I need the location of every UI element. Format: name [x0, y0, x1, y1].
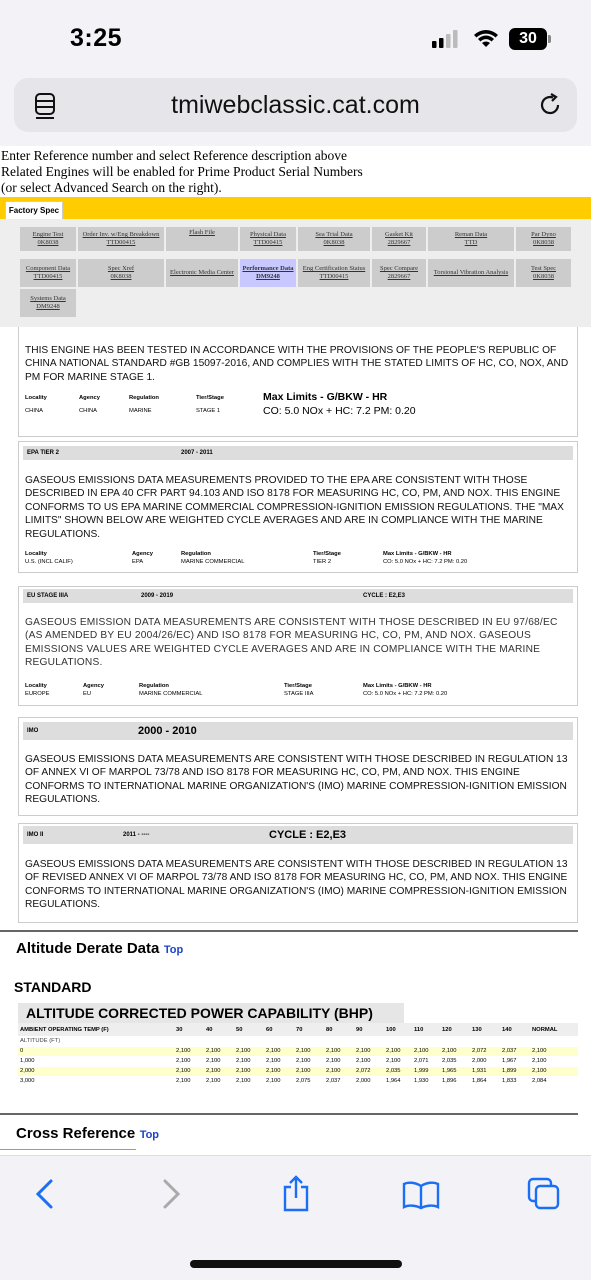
tab-factory-spec[interactable]: Factory Spec: [5, 201, 63, 220]
menu-spec-xref[interactable]: Spec Xref 0K8038: [78, 259, 164, 287]
forward-icon[interactable]: [160, 1178, 184, 1215]
imo-panel: IMO 2000 - 2010 GASEOUS EMISSIONS DATA MEASUREMENTS ARE CONSISTENT WITH THOSE DESCRIBED IN REGULATION 13 OF ANNEX VI OF MARPOL 73/78 AND ISO 8178 FOR MEASURING HC, CO, PM, AND NOX. THIS ENGINE CONFORMS TO INTERNATIONAL MARINE ORGANIZATION'S (IMO) MARINE COMPRESSION-IGNITION EMISSION REGULATIONS.: [18, 717, 578, 816]
temp-header: 140: [502, 1027, 512, 1033]
power-cell: 2,100: [206, 1068, 221, 1074]
battery-icon: [509, 28, 551, 50]
power-cell: 2,072: [356, 1068, 371, 1074]
power-cell: 2,100: [236, 1078, 251, 1084]
power-cell: 2,100: [176, 1078, 191, 1084]
content-area: [0, 327, 591, 1227]
china-max-value: CO: 5.0 NOx + HC: 7.2 PM: 0.20: [263, 405, 416, 417]
altitude-cell: 0: [20, 1048, 24, 1054]
temp-header: 110: [414, 1027, 424, 1033]
china-max-label: Max Limits - G/BKW - HR: [263, 391, 388, 403]
share-icon[interactable]: [281, 1174, 311, 1219]
menu-gasket-kit[interactable]: Gasket Kit 2829667: [372, 227, 426, 251]
power-cell: 2,100: [386, 1048, 401, 1054]
menu-reman-data[interactable]: Reman Data TTD: [428, 227, 514, 251]
power-cell: 2,100: [266, 1068, 281, 1074]
menu-engine-test[interactable]: Engine Test 0K8038: [20, 227, 76, 251]
bookmarks-icon[interactable]: [402, 1180, 440, 1215]
power-cell: 1,964: [386, 1078, 401, 1084]
power-cell: 2,100: [356, 1048, 371, 1054]
power-cell: 1,931: [472, 1068, 487, 1074]
power-cell: 2,100: [326, 1048, 341, 1054]
cross-top-link[interactable]: Top: [139, 1129, 160, 1141]
power-cell: 2,100: [236, 1048, 251, 1054]
tabs-icon[interactable]: [527, 1177, 561, 1216]
menu-torsional-vibration[interactable]: Torsional Vibration Analysis: [428, 259, 514, 287]
menu-eng-certification-status[interactable]: Eng Certification Status TTD00415: [298, 259, 370, 287]
clock: 3:25: [70, 24, 123, 52]
power-cell: 1,896: [442, 1078, 457, 1084]
power-cell: 2,000: [356, 1078, 371, 1084]
power-cell: 2,100: [532, 1058, 547, 1064]
altitude-table: AMBIENT OPERATING TEMP (F) 30 40 50 60 70 80 90 100 110 120 130 140 NORMAL ALTITUDE (FT) 0 2,100 2,100 2,100 2,100 2,100 2,100 2,100 2,100 2,100 2,100 2,072 2,037 2,100 1,000 2,100 2,100 2,100 2,100 2,100 2,100 2,100 2,100 2,071 2,035 2,000 1,967 2,100 2,000 2,100 2,100 2,100 2,100 2,100 2,100 2,072 2,035 1,999 1,965 1,931 1,899 2,100 3,000 2,100 2,100 2,100 2,100 2,075 2,037 2,000 1,964 1,930 1,896 1,864 1,833 2,084: [18, 1023, 578, 1093]
power-cell: 2,100: [326, 1058, 341, 1064]
epa-panel: EPA TIER 2 2007 - 2011 GASEOUS EMISSIONS DATA MEASUREMENTS PROVIDED TO THE EPA ARE CONSISTENT WITH THOSE DESCRIBED IN EPA 40 CFR PART 94.103 AND ISO 8178 FOR MEASURING HC, CO, PM, AND NOX. THIS ENGINE CONFORMS TO US EPA MARINE COMMERCIAL COMPRESSION-IGNITION EMISSION REGULATIONS. THE "MAX LIMITS" SHOWN BELOW ARE WEIGHTED CYCLE AVERAGES AND ARE IN COMPLIANCE WITH THE MARINE REGULATIONS. Locality Agency Regulation Tier/Stage Max Limits - G/BKW - HR U.S. (INCL CALIF) EPA MARINE COMMERCIAL TIER 2 CO: 5.0 NOx + HC: 7.2 PM: 0.20: [18, 441, 578, 573]
wifi-icon: [473, 27, 499, 49]
altitude-cell: 3,000: [20, 1078, 35, 1084]
power-cell: 2,100: [442, 1048, 457, 1054]
temp-header: 30: [176, 1027, 183, 1033]
temp-header: NORMAL: [532, 1027, 558, 1033]
menu-electronic-media-center[interactable]: Electronic Media Center: [166, 259, 238, 287]
temp-header: 40: [206, 1027, 213, 1033]
power-cell: 2,100: [326, 1068, 341, 1074]
menu-systems-data[interactable]: Systems Data DM9248: [20, 289, 76, 317]
power-cell: 2,100: [414, 1048, 429, 1054]
temp-header: 50: [236, 1027, 243, 1033]
power-cell: 2,100: [206, 1048, 221, 1054]
power-cell: 2,100: [266, 1058, 281, 1064]
home-indicator: [190, 1260, 402, 1268]
power-cell: 2,037: [502, 1048, 517, 1054]
altitude-table-title: ALTITUDE CORRECTED POWER CAPABILITY (BHP): [26, 1005, 373, 1021]
menu-component-data[interactable]: Component Data TTD00415: [20, 259, 76, 287]
menu-physical-data[interactable]: Physical Data TTD00415: [240, 227, 296, 251]
power-cell: 1,899: [502, 1068, 517, 1074]
back-icon[interactable]: [32, 1178, 56, 1215]
power-cell: 2,072: [472, 1048, 487, 1054]
power-cell: 2,100: [386, 1058, 401, 1064]
power-cell: 2,100: [296, 1058, 311, 1064]
power-cell: 1,864: [472, 1078, 487, 1084]
power-cell: 2,071: [414, 1058, 429, 1064]
altitude-cell: 2,000: [20, 1068, 35, 1074]
china-text: THIS ENGINE HAS BEEN TESTED IN ACCORDANCE WITH THE PROVISIONS OF THE PEOPLE'S REPUBLIC OF CHINA NATIONAL STANDARD #GB 15097-2016, AND COMPLIES WITH THE STATED LIMITS OF HC, CO, NOX, AND PM FOR MARINE STAGE 1.: [25, 345, 569, 383]
eu-panel: EU STAGE IIIA 2009 - 2019 CYCLE : E2,E3 GASEOUS EMISSION DATA MEASUREMENTS ARE CONSISTENT WITH THOSE DESCRIBED IN EU 97/68/EC (AS AMENDED BY EU 2004/26/EC) AND ISO 8178 FOR MEASURING HC, CO, PM, AND NOX. GASEOUS EMISSIONS VALUES ARE WEIGHTED CYCLE AVERAGES AND ARE IN COMPLIANCE WITH THE MARINE REGULATIONS. Locality Agency Regulation Tier/Stage Max Limits - G/BKW - HR EUROPE EU MARINE COMMERCIAL STAGE IIIA CO: 5.0 NOx + HC: 7.2 PM: 0.20: [18, 586, 578, 706]
signal-icon: [432, 30, 460, 48]
menu-spec-compare[interactable]: Spec Compare 2829667: [372, 259, 426, 287]
power-cell: 2,100: [206, 1078, 221, 1084]
power-cell: 2,100: [176, 1058, 191, 1064]
instructions: Enter Reference number and select Reference description above Related Engines will be enabled for Prime Product Serial Numbers (or select Advanced Search on the right).: [1, 148, 363, 195]
power-cell: 2,100: [532, 1068, 547, 1074]
power-cell: 2,100: [266, 1078, 281, 1084]
power-cell: 2,000: [472, 1058, 487, 1064]
menu-order-inv[interactable]: Order Inv. w/Eng Breakdown TTD00415: [78, 227, 164, 251]
epa-text: GASEOUS EMISSIONS DATA MEASUREMENTS PROVIDED TO THE EPA ARE CONSISTENT WITH THOSE DESCRIBED IN EPA 40 CFR PART 94.103 AND ISO 8178 FOR MEASURING HC, CO, PM, AND NOX. THIS ENGINE CONFORMS TO US EPA MARINE COMMERCIAL COMPRESSION-IGNITION EMISSION REGULATIONS. THE "MAX LIMITS" SHOWN BELOW ARE WEIGHTED CYCLE AVERAGES AND ARE IN COMPLIANCE WITH THE MARINE REGULATIONS.: [25, 475, 564, 540]
temp-header: 130: [472, 1027, 482, 1033]
power-cell: 1,999: [414, 1068, 429, 1074]
power-cell: 2,100: [236, 1058, 251, 1064]
power-cell: 2,100: [176, 1048, 191, 1054]
altitude-cell: 1,000: [20, 1058, 35, 1064]
power-cell: 2,100: [356, 1058, 371, 1064]
power-cell: 2,100: [532, 1048, 547, 1054]
power-cell: 2,100: [296, 1068, 311, 1074]
url-text[interactable]: tmiwebclassic.cat.com: [171, 91, 420, 119]
power-cell: 1,967: [502, 1058, 517, 1064]
imo-text: GASEOUS EMISSIONS DATA MEASUREMENTS ARE CONSISTENT WITH THOSE DESCRIBED IN REGULATION 13 OF ANNEX VI OF MARPOL 73/78 AND ISO 8178 FOR MEASURING HC, CO, PM, AND NOX. THIS ENGINE CONFORMS TO INTERNATIONAL MARINE ORGANIZATION'S (IMO) MARINE COMPRESSION-IGNITION EMISSION REGULATIONS.: [25, 754, 568, 806]
cross-reference-heading: Cross Reference Top: [16, 1125, 160, 1142]
power-cell: 2,035: [442, 1058, 457, 1064]
power-cell: 1,965: [442, 1068, 457, 1074]
temp-header: 90: [356, 1027, 363, 1033]
power-cell: 2,100: [296, 1048, 311, 1054]
standard-label: STANDARD: [14, 979, 92, 995]
power-cell: 2,100: [176, 1068, 191, 1074]
power-cell: 2,084: [532, 1078, 547, 1084]
altitude-heading: Altitude Derate Data Top: [16, 940, 184, 957]
power-cell: 1,930: [414, 1078, 429, 1084]
temp-header: 80: [326, 1027, 333, 1033]
china-panel: THIS ENGINE HAS BEEN TESTED IN ACCORDANCE WITH THE PROVISIONS OF THE PEOPLE'S REPUBLIC OF CHINA NATIONAL STANDARD #GB 15097-2016, AND COMPLIES WITH THE STATED LIMITS OF HC, CO, NOX, AND PM FOR MARINE STAGE 1. Locality Agency Regulation Tier/Stage CHINA CHINA MARINE STAGE 1 Max Limits - G/BKW - HR CO: 5.0 NOx + HC: 7.2 PM: 0.20: [18, 327, 578, 437]
menu-par-dyno[interactable]: Par Dyno 0K8038: [516, 227, 571, 251]
power-cell: 2,100: [236, 1068, 251, 1074]
power-cell: 2,100: [206, 1058, 221, 1064]
menu-grid: [0, 219, 591, 327]
battery-level: 30: [509, 28, 547, 50]
imo2-text: GASEOUS EMISSIONS DATA MEASUREMENTS ARE CONSISTENT WITH THOSE DESCRIBED IN REGULATION 13 OF REVISED ANNEX VI OF MARPOL 73/78 AND ISO 8178 FOR MEASURING HC, CO, PM, AND NOX. THIS ENGINE CONFORMS TO INTERNATIONAL MARINE ORGANIZATION'S (IMO) MARINE COMPRESSION-IGNITION EMISSION REGULATIONS.: [25, 859, 568, 911]
menu-flash-file[interactable]: Flash File: [166, 227, 238, 251]
temp-header: 60: [266, 1027, 273, 1033]
temp-header: 120: [442, 1027, 452, 1033]
imo2-panel: IMO II 2011 - ---- CYCLE : E2,E3 GASEOUS EMISSIONS DATA MEASUREMENTS ARE CONSISTENT WITH THOSE DESCRIBED IN REGULATION 13 OF REVISED ANNEX VI OF MARPOL 73/78 AND ISO 8178 FOR MEASURING HC, CO, PM, AND NOX. THIS ENGINE CONFORMS TO INTERNATIONAL MARINE ORGANIZATION'S (IMO) MARINE COMPRESSION-IGNITION EMISSION REGULATIONS.: [18, 823, 578, 923]
eu-text: GASEOUS EMISSION DATA MEASUREMENTS ARE CONSISTENT WITH THOSE DESCRIBED IN EU 97/68/EC (AS AMENDED BY EU 2004/26/EC) AND ISO 8178 FOR MEASURING HC, CO, PM, AND NOX. GASEOUS EMISSIONS VALUES ARE WEIGHTED CYCLE AVERAGES AND ARE IN COMPLIANCE WITH THE MARINE REGULATIONS.: [25, 617, 558, 669]
tab-bar: [0, 197, 591, 219]
reload-icon[interactable]: [537, 92, 563, 118]
temp-header: 100: [386, 1027, 396, 1033]
altitude-top-link[interactable]: Top: [163, 944, 184, 956]
menu-test-spec[interactable]: Test Spec 0K8038: [516, 259, 571, 287]
power-cell: 2,075: [296, 1078, 311, 1084]
power-cell: 2,035: [386, 1068, 401, 1074]
power-cell: 1,833: [502, 1078, 517, 1084]
menu-performance-data[interactable]: Performance Data DM9248: [240, 259, 296, 287]
temp-header: 70: [296, 1027, 303, 1033]
power-cell: 2,037: [326, 1078, 341, 1084]
power-cell: 2,100: [266, 1048, 281, 1054]
menu-sea-trial-data[interactable]: Sea Trial Data 0K8038: [298, 227, 370, 251]
